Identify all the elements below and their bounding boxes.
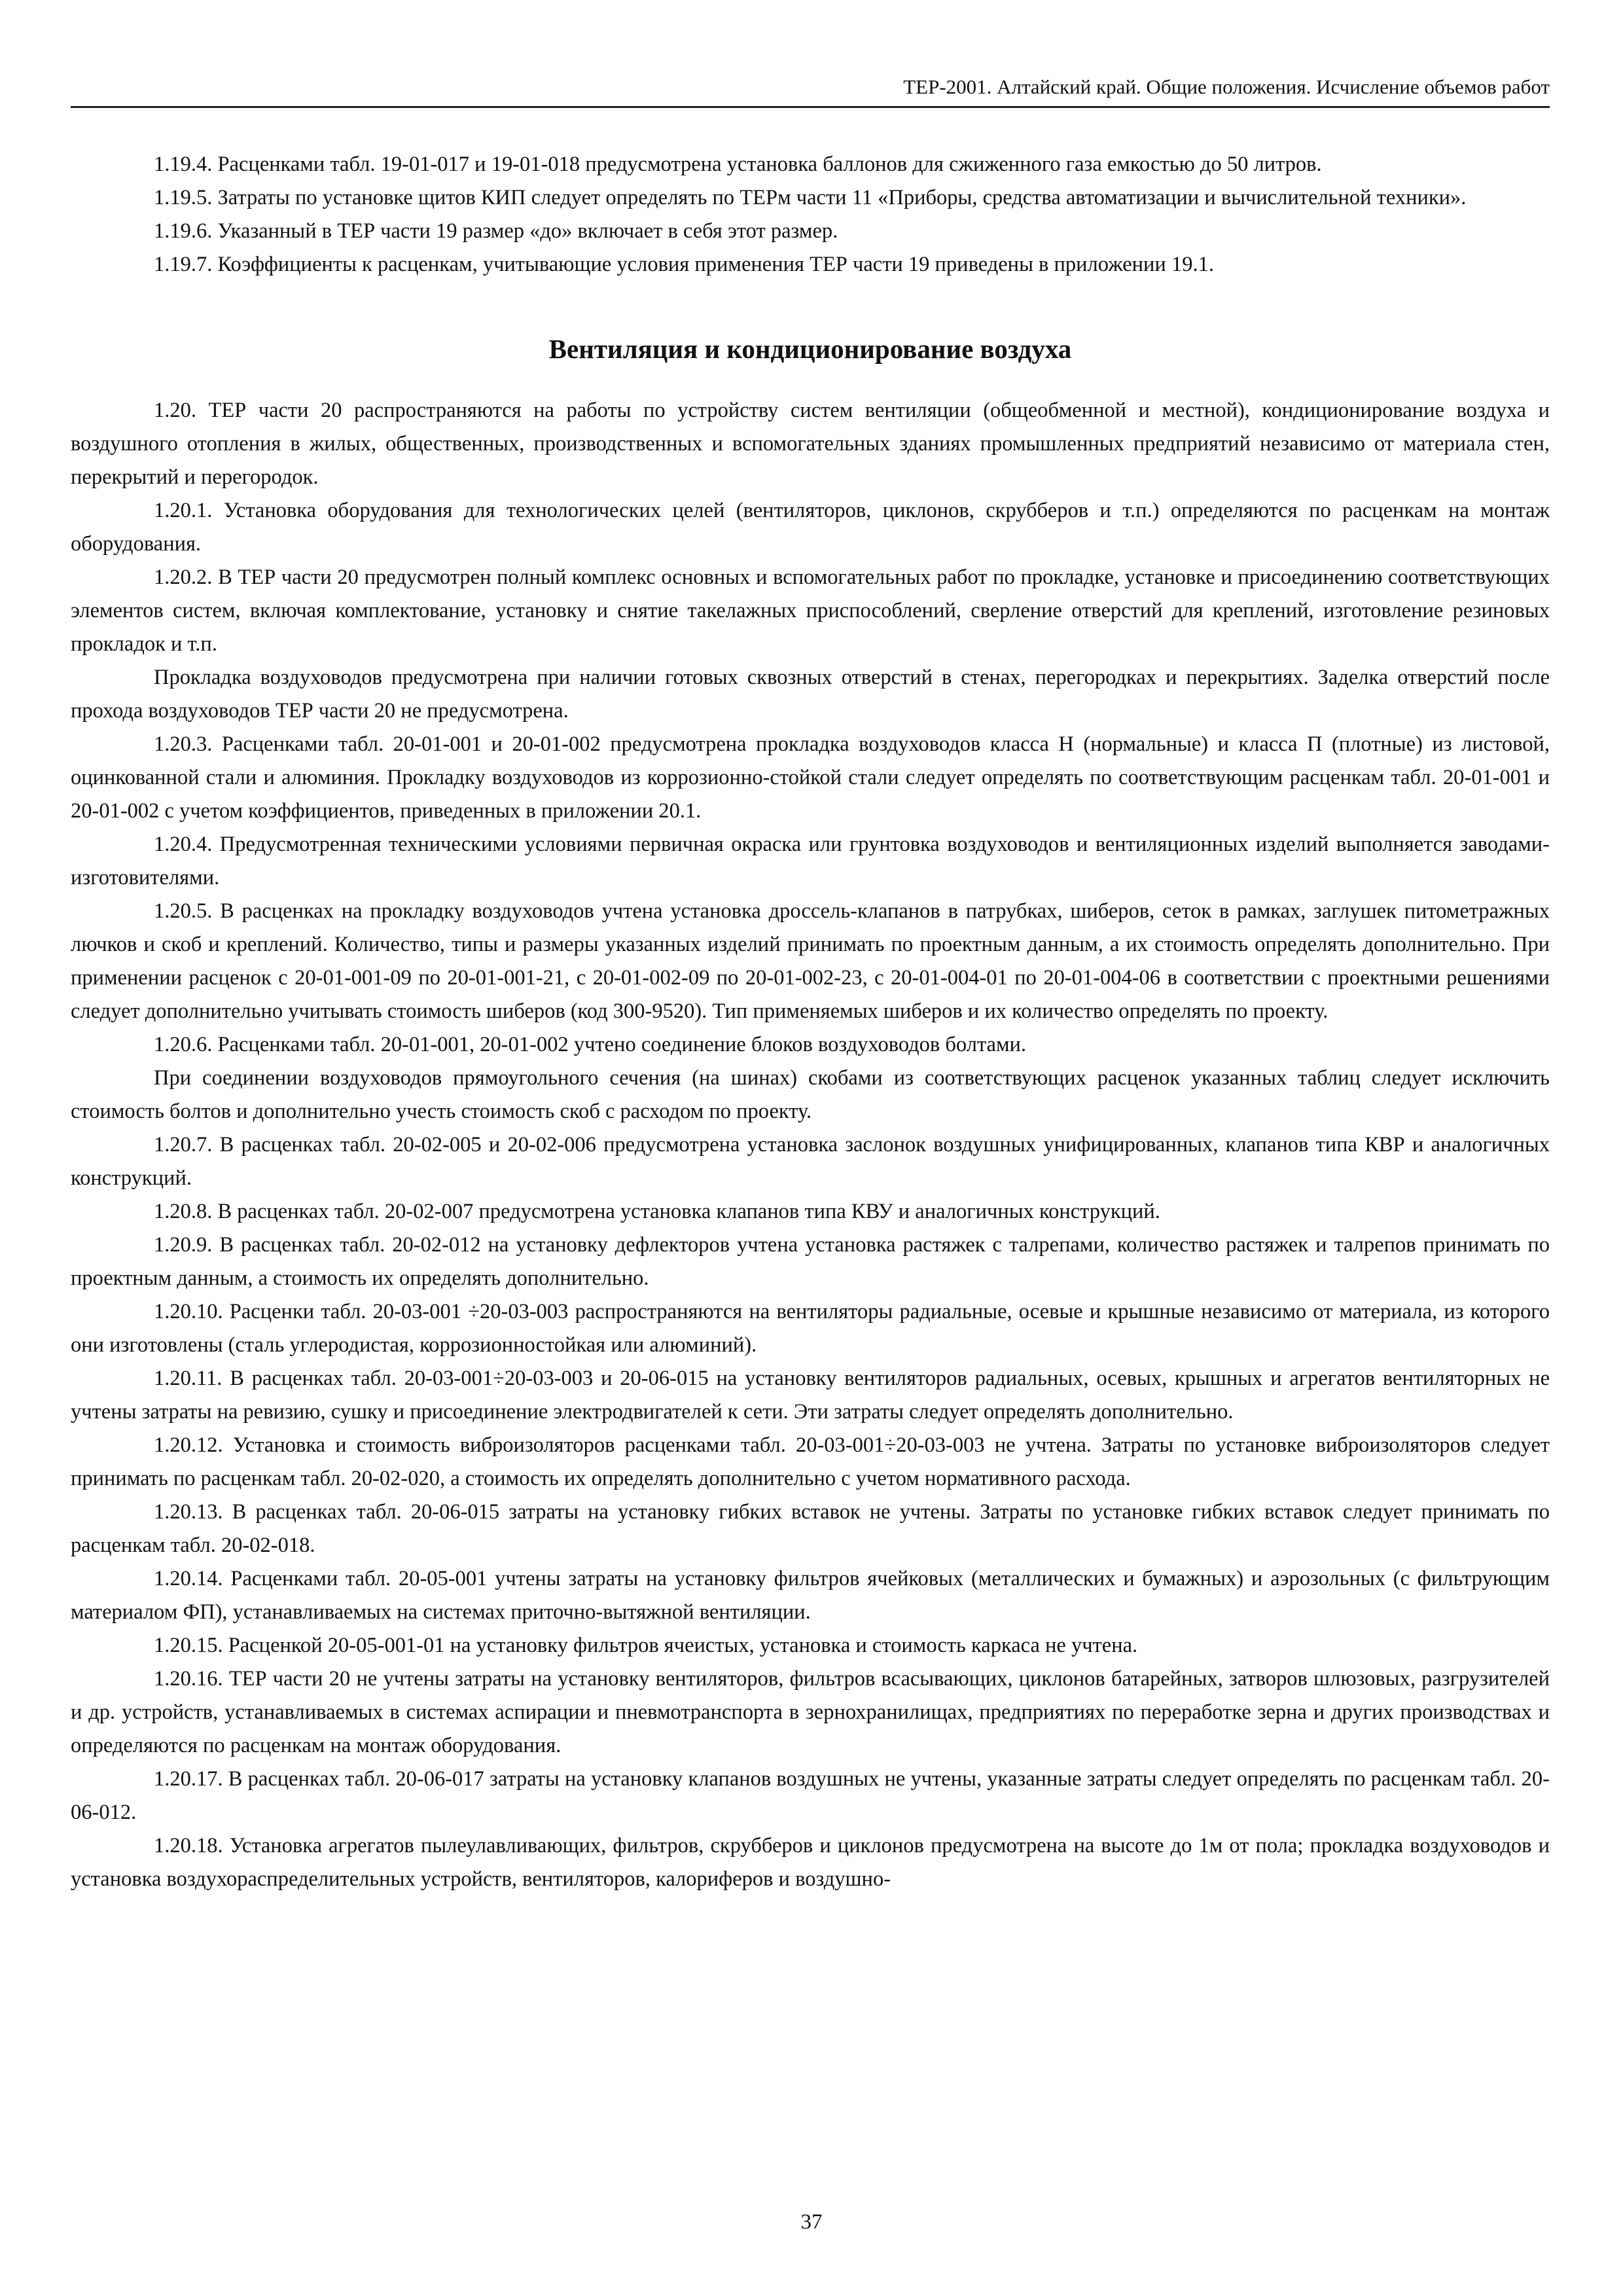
- paragraph: 1.19.5. Затраты по установке щитов КИП следует определять по ТЕРм части 11 «Приборы, средства автоматизации и вычислительной техники».: [154, 186, 1467, 209]
- paragraph: 1.20.15. Расценкой 20-05-001-01 на установку фильтров ячеистых, установка и стоимость каркаса не учтена.: [154, 1634, 1138, 1657]
- paragraph: 1.19.7. Коэффициенты к расценкам, учитывающие условия применения ТЕР части 19 приведены в приложении 19.1.: [154, 253, 1214, 276]
- page-header: [71, 69, 1550, 108]
- paragraph: 1.20.3. Расценками табл. 20-01-001 и 20-01-002 предусмотрена прокладка воздуховодов класса Н (нормальные) и класса П (плотные) из листовой, оцинкованной стали и алюминия. Прокладку воздуховодов из коррозионно-стойкой стали следует определять по соответствующим расценкам табл. 20-01-001 и 20-01-002 с учетом коэффициентов, приведенных в приложении 20.1.: [71, 732, 1550, 823]
- section-title: Вентиляция и кондиционирование воздуха: [548, 334, 1072, 364]
- page-number: 37: [800, 2210, 823, 2234]
- paragraph: 1.20.13. В расценках табл. 20-06-015 затраты на установку гибких вставок не учтены. Затраты по установке гибких вставок следует принимать по расценкам табл. 20-02-018.: [71, 1500, 1550, 1557]
- paragraph: 1.20.5. В расценках на прокладку воздуховодов учтена установка дроссель-клапанов в патрубках, шиберов, сеток в рамках, заглушек питометражных лючков и скоб и креплений. Количество, типы и размеры указанных изделий принимать по проектным данным, а их стоимость определять дополнительно. При применении расценок с 20-01-001-09 по 20-01-001-21, с 20-01-002-09 по 20-01-002-23, с 20-01-004-01 по 20-01-004-06 в соответствии с проектными решениями следует дополнительно учитывать стоимость шиберов (код 300-9520). Тип применяемых шиберов и их количество определять по проекту.: [71, 899, 1550, 1023]
- paragraph: 1.20.7. В расценках табл. 20-02-005 и 20-02-006 предусмотрена установка заслонок воздушных унифицированных, клапанов типа КВР и аналогичных конструкций.: [71, 1133, 1550, 1190]
- paragraph: 1.20.12. Установка и стоимость виброизоляторов расценками табл. 20-03-001÷20-03-003 не учтена. Затраты по установке виброизоляторов следует принимать по расценкам табл. 20-02-020, а стоимость их определять дополнительно с учетом нормативного расхода.: [71, 1433, 1550, 1490]
- paragraph: 1.20. ТЕР части 20 распространяются на работы по устройству систем вентиляции (общеобменной и местной), кондиционирование воздуха и воздушного отопления в жилых, общественных, производственных и вспомогательных зданиях промышленных предприятий независимо от материала стен, перекрытий и перегородок.: [71, 399, 1550, 489]
- paragraph: 1.20.14. Расценками табл. 20-05-001 учтены затраты на установку фильтров ячейковых (металлических и бумажных) и аэрозольных (с фильтрующим материалом ФП), устанавливаемых на системах приточно-вытяжной вентиляции.: [71, 1567, 1550, 1624]
- paragraph: 1.20.18. Установка агрегатов пылеулавливающих, фильтров, скрубберов и циклонов предусмотрена на высоте до 1м от пола; прокладка воздуховодов и установка воздухораспределительных устройств, вентиляторов, калориферов и воздушно-: [71, 1834, 1550, 1891]
- paragraph: 1.20.11. В расценках табл. 20-03-001÷20-03-003 и 20-06-015 на установку вентиляторов радиальных, осевых, крышных и агрегатов вентиляторных не учтены затраты на ревизию, сушку и присоединение электродвигателей к сети. Эти затраты следует определять дополнительно.: [71, 1367, 1550, 1424]
- paragraph: 1.20.17. В расценках табл. 20-06-017 затраты на установку клапанов воздушных не учтены, указанные затраты следует определять по расценкам табл. 20-06-012.: [71, 1767, 1550, 1824]
- paragraph: 1.20.16. ТЕР части 20 не учтены затраты на установку вентиляторов, фильтров всасывающих, циклонов батарейных, затворов шлюзовых, разгрузителей и др. устройств, устанавливаемых в системах аспирации и пневмотранспорта в зернохранилищах, предприятиях по переработке зерна и других производствах и определяются по расценкам на монтаж оборудования.: [71, 1667, 1550, 1757]
- paragraph: 1.20.10. Расценки табл. 20-03-001 ÷20-03-003 распространяются на вентиляторы радиальные, осевые и крышные независимо от материала, из которого они изготовлены (сталь углеродистая, коррозионностойкая или алюминий).: [71, 1300, 1550, 1357]
- paragraph: 1.20.1. Установка оборудования для технологических целей (вентиляторов, циклонов, скрубберов и т.п.) определяются по расценкам на монтаж оборудования.: [71, 499, 1550, 556]
- paragraph: 1.20.6. Расценками табл. 20-01-001, 20-01-002 учтено соединение блоков воздуховодов болтами.: [154, 1033, 1027, 1056]
- document-body: [71, 148, 1550, 1896]
- paragraph: 1.20.8. В расценках табл. 20-02-007 предусмотрена установка клапанов типа КВУ и аналогичных конструкций.: [154, 1200, 1160, 1223]
- running-header-title: ТЕР-2001. Алтайский край. Общие положения. Исчисление объемов работ: [903, 75, 1550, 98]
- paragraph: При соединении воздуховодов прямоугольного сечения (на шинах) скобами из соответствующих расценок указанных таблиц следует исключить стоимость болтов и дополнительно учесть стоимость скоб с расходом по проекту.: [71, 1066, 1550, 1123]
- paragraph: 1.20.4. Предусмотренная техническими условиями первичная окраска или грунтовка воздуховодов и вентиляционных изделий выполняется заводами-изготовителями.: [71, 833, 1550, 889]
- paragraph: 1.19.6. Указанный в ТЕР части 19 размер «до» включает в себя этот размер.: [154, 219, 838, 243]
- paragraph: 1.19.4. Расценками табл. 19-01-017 и 19-01-018 предусмотрена установка баллонов для сжиженного газа емкостью до 50 литров.: [154, 152, 1322, 176]
- paragraph: Прокладка воздуховодов предусмотрена при наличии готовых сквозных отверстий в стенах, перегородках и перекрытиях. Заделка отверстий после прохода воздуховодов ТЕР части 20 не предусмотрена.: [71, 666, 1550, 723]
- paragraph: 1.20.9. В расценках табл. 20-02-012 на установку дефлекторов учтена установка растяжек с талрепами, количество растяжек и талрепов принимать по проектным данным, а стоимость их определять дополнительно.: [71, 1233, 1550, 1290]
- paragraph: 1.20.2. В ТЕР части 20 предусмотрен полный комплекс основных и вспомогательных работ по прокладке, установке и присоединению соответствующих элементов систем, включая комплектование, установку и снятие такелажных приспособлений, сверление отверстий для креплений, изготовление резиновых прокладок и т.п.: [71, 565, 1550, 656]
